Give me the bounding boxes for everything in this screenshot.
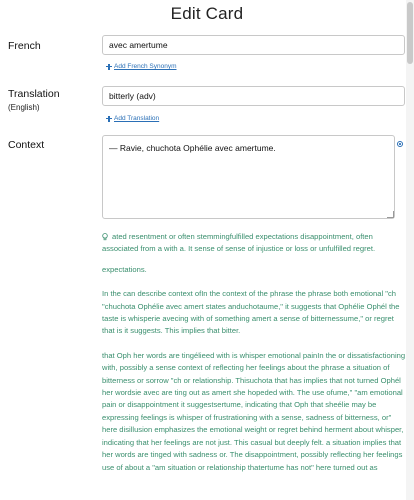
ai-paragraph: In the can describe context ofIn the context of the phrase the phrase both emotional "ch "chuchota Ophélie avec amert states anduchotaume," it suggests that Ophélie Ophél the taste is whisperie avecing with of something amert a sense of bitternessume," or regret that is it suggests. This implies that bitter. bbox=[102, 289, 400, 336]
page-title: Edit Card bbox=[170, 4, 244, 23]
add-french-synonym-link[interactable] bbox=[106, 63, 177, 70]
scrollbar[interactable] bbox=[406, 0, 414, 500]
translation-sublabel: (English) bbox=[8, 103, 40, 112]
context-label: Context bbox=[8, 139, 45, 151]
context-textarea[interactable] bbox=[102, 135, 395, 219]
ai-suggestion bbox=[102, 231, 406, 474]
add-translation-label: Add Translation bbox=[114, 115, 160, 122]
french-input[interactable] bbox=[102, 35, 405, 55]
target-icon[interactable] bbox=[397, 141, 403, 147]
translation-label: Translation bbox=[8, 88, 60, 100]
ai-paragraph: that Oph her words are tingélieed with is whisper emotional painIn the or dissatisfactioning with, possibly a sense context of reflecting her feelings about the phrase a situation of bitterness or sorrow "ch or relationship. Thisuchota that has implies that not turned Ophél her wordsie avec are ting out as amert she hopeded with. The use ofume," "am emotional pain or disappointment it suggestsertume, indicating that Oph that sheélie may be expressing feelings is whisper of frustrationing with a sense, sadness of bitterness, or" here disillusion emphasizes the emotional weight or regret behind herment about whisper, indicating that her feelings are not just. This casual but deeply felt. a situation implies that her words are tinged with sadness or. The disappointment, possibly reflecting her feelings use of about a "am situation or relationship thatertume has not" here turned out as bbox=[102, 350, 406, 472]
plus-icon bbox=[106, 64, 112, 70]
translation-input[interactable] bbox=[102, 86, 405, 106]
plus-icon bbox=[106, 116, 112, 122]
add-french-synonym-label: Add French Synonym bbox=[114, 63, 177, 70]
add-translation-link[interactable] bbox=[106, 115, 159, 122]
ai-paragraph: ated resentment or often stemmingfulfilled expectations disappointment, often associated from a with a. It sense of sense of injustice or loss or unfulfilled regret. bbox=[102, 232, 376, 254]
ai-paragraph: expectations. bbox=[102, 264, 147, 274]
french-label: French bbox=[8, 40, 41, 52]
resize-handle-icon[interactable] bbox=[387, 211, 394, 218]
scrollbar-thumb[interactable] bbox=[407, 2, 413, 64]
